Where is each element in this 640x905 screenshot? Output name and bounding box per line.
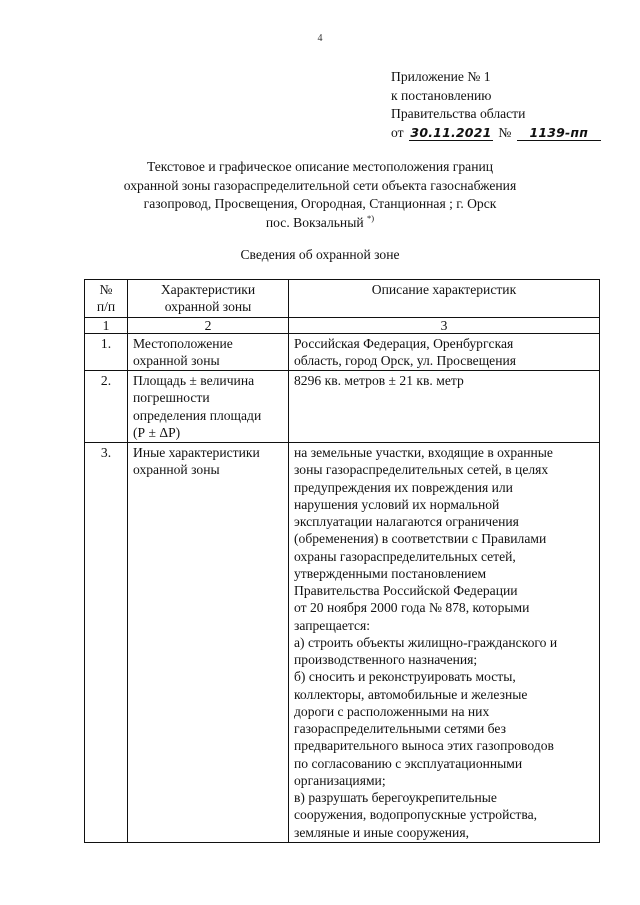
from-label: от [391,124,404,140]
description-line: эксплуатации налагаются ограничения [294,514,519,529]
page-number: 4 [317,33,323,44]
header-description-line: Описание характеристик [371,282,517,297]
header-description [289,280,600,318]
characteristic-line: (Р ± ΔР) [133,424,181,440]
appendix-date-line [391,124,631,143]
description-line: зоны газораспределительных сетей, в целях [294,462,549,478]
row-description [289,371,600,443]
description-line: нарушения условий их нормальной [294,496,500,512]
description-line: в) разрушать берегоукрепительные [294,790,497,805]
column-index: 2 [128,317,289,333]
table-row [85,333,600,371]
row-number: 1. [85,333,128,371]
characteristic-line: охранной зоны [133,352,220,368]
description-line: охраны газораспределительных сетей, [294,548,516,564]
header-characteristics-line: Характеристики [160,282,256,297]
description-line: сооружения, водопропускные устройства, [294,807,538,823]
row-characteristic [128,333,289,371]
characteristic-line: определения площади [133,407,262,423]
footnote-mark: *) [367,212,375,223]
description-line: 8296 кв. метров ± 21 кв. метр [294,373,464,388]
header-number [85,280,128,318]
characteristic-line: погрешности [133,390,210,406]
description-line: Российская Федерация, Оренбургская [294,335,514,351]
table-header-row [85,280,600,318]
title-line-2: охранной зоны газораспределительной сети объекта газоснабжения [123,177,517,193]
description-line: предупреждения их повреждения или [294,479,513,495]
appendix-line-1: Приложение № 1 [391,69,491,84]
characteristic-line: Иные характеристики [133,445,260,460]
description-line: организациями; [294,772,386,788]
row-description [289,333,600,371]
handwritten-number: 1139-пп [517,125,601,141]
title-line-3: газопровод, Просвещения, Огородная, Станционная ; г. Орск [143,196,497,212]
appendix-block [391,68,631,142]
protection-zone-table [84,279,600,843]
column-index: 3 [289,317,600,333]
column-index-row [85,317,600,333]
description-line: производственного назначения; [294,652,478,667]
handwritten-date: 30.11.2021 [410,124,492,140]
description-line: на земельные участки, входящие в охранные [294,445,553,460]
header-number-line: № [99,282,113,297]
description-line: дороги с расположенными на них [294,703,490,719]
appendix-line-2: к постановлению [391,87,492,103]
description-line: запрещается: [294,617,371,633]
description-line: газораспределительными сетями без [294,721,506,736]
row-number: 2. [85,371,128,443]
row-description [289,443,600,843]
description-line: предварительного выноса этих газопроводов [294,738,554,754]
table-row [85,443,600,843]
description-line: по согласованию с эксплуатационными [294,755,523,771]
column-index: 1 [85,317,128,333]
description-line: область, город Орск, ул. Просвещения [294,352,516,368]
description-line: (обременения) в соответствии с Правилами [294,531,547,547]
appendix-line-3: Правительства области [391,106,526,121]
description-line: земляные и иные сооружения, [294,824,469,840]
table-body [85,317,600,842]
description-line: утвержденными постановлением [294,565,487,581]
title-line-1: Текстовое и графическое описание местоположения границ [146,159,494,174]
title-line-4-wrap [60,214,580,233]
document-title [60,158,580,232]
description-line: б) сносить и реконструировать мосты, [294,669,516,685]
section-heading: Сведения об охранной зоне [240,247,400,262]
row-number: 3. [85,443,128,843]
header-characteristics [128,280,289,318]
number-label: № [498,124,512,140]
row-characteristic [128,371,289,443]
header-characteristics-line: охранной зоны [164,299,252,315]
description-line: Правительства Российской Федерации [294,583,518,598]
header-number-line: п/п [96,299,116,315]
table-row [85,371,600,443]
characteristic-line: Местоположение [133,335,233,351]
characteristic-line: Площадь ± величина [133,373,255,388]
row-characteristic [128,443,289,843]
characteristic-line: охранной зоны [133,462,220,478]
description-line: а) строить объекты жилищно-гражданского и [294,634,558,650]
description-line: от 20 ноября 2000 года № 878, которыми [294,600,530,616]
description-line: коллекторы, автомобильные и железные [294,686,528,702]
title-line-4: пос. Вокзальный [265,214,364,230]
